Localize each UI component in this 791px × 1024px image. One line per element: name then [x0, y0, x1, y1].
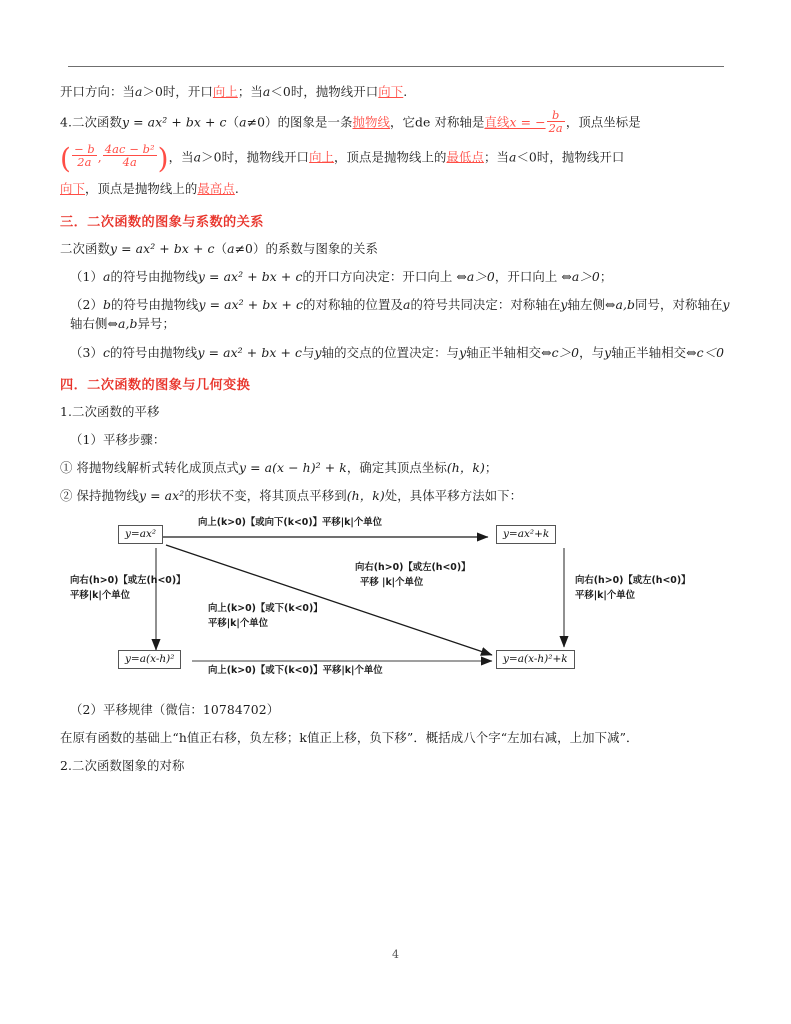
- diagram-box-bottom-right: y=a(x-h)²+k: [496, 650, 575, 670]
- vertex-c2: ＜0时，抛物线开口: [516, 149, 625, 165]
- coef-intro-neq: ≠0）: [234, 240, 266, 256]
- heading-section-4: 四．二次函数的图象与几何变换: [60, 377, 251, 393]
- coef-b-t2: 的对称轴的位置及: [303, 297, 403, 313]
- vertex-x-denominator: 2a: [72, 155, 97, 168]
- open-direction-var-a1: a: [134, 84, 143, 99]
- coef-b-ab2: a,b: [117, 316, 138, 332]
- diagram-label-bottom: 向上(k>0)【或下(k<0)】平移|k|个单位: [208, 664, 383, 676]
- header-rule: [68, 66, 724, 67]
- paragraph-vertex: [60, 141, 732, 175]
- coef-a-t2: 的开口方向决定：开口向上 ⇔: [302, 268, 467, 284]
- item4-equation: y = ax² + bx + c: [122, 114, 227, 130]
- vertex-paren-open: (: [60, 141, 71, 175]
- coef-a-t3: ，开口向上 ⇔: [494, 268, 572, 284]
- diagram-label-left-line2: 平移|k|个单位: [70, 589, 130, 601]
- vertex-t2: ，顶点是抛物线上的: [334, 149, 447, 165]
- vertex-t1: ，当: [168, 149, 194, 165]
- step2-t1: 保持抛物线: [76, 488, 139, 504]
- link-up-2: 向上: [309, 149, 335, 165]
- link-line: 直线: [484, 114, 510, 130]
- vertex-x-numerator: − b: [73, 142, 95, 157]
- coef-b-line2-t2: 轴右侧⇔: [70, 316, 118, 332]
- coef-c-t3: 轴的交点的位置决定：与: [321, 344, 460, 360]
- coef-a-cond1: a＞0: [466, 268, 495, 284]
- link-lowest-point: 最低点: [446, 149, 484, 165]
- paragraph-coef-a: [60, 267, 732, 286]
- paragraph-coef-intro: [60, 239, 732, 258]
- diagram-label-diagonal-line2: 平移 |k|个单位: [360, 576, 424, 588]
- open-direction-var-a2: a: [262, 84, 271, 99]
- vertex-y-denominator: 4a: [103, 155, 157, 168]
- axis-fraction: [547, 109, 565, 135]
- vertex-cont-t2: .: [234, 181, 239, 197]
- coef-intro-t1: 二次函数: [60, 240, 110, 256]
- vertex-fraction-x: [72, 143, 97, 169]
- coef-b-t1: 的符号由抛物线: [111, 297, 199, 313]
- coef-b-line2-t3: 异号；: [137, 316, 176, 332]
- vertex-c1: ＞0时，抛物线开口: [201, 149, 310, 165]
- step2-vertex-hk: (h，k): [346, 488, 385, 504]
- coef-intro-equation: y = ax² + bx + c: [109, 240, 215, 256]
- paragraph-step-2: [60, 486, 732, 505]
- coef-a-t4: ；: [599, 268, 613, 284]
- coef-a-equation: y = ax² + bx + c: [197, 268, 303, 284]
- coef-b-t4: 轴左侧⇔: [567, 297, 616, 313]
- step1-t3: ；: [484, 460, 498, 476]
- vertex-t3: ；当: [483, 149, 509, 165]
- coef-b-y2: y: [722, 297, 730, 313]
- coef-c-y2: y: [459, 344, 467, 360]
- link-highest-point: 最高点: [197, 181, 235, 197]
- item4-t4: ，顶点坐标是: [565, 114, 641, 130]
- coef-b-ab1: a,b: [615, 297, 636, 313]
- coef-b-var: b: [102, 297, 112, 313]
- vertex-paren-close: ): [157, 141, 169, 175]
- step2-t2: 的形状不变，将其顶点平移到: [184, 488, 347, 504]
- paragraph-vertex-cont: [60, 179, 732, 198]
- coef-c-number: （3）: [70, 344, 103, 360]
- item4-t3: ，它de 对称轴是: [390, 114, 485, 130]
- coef-c-var: c: [102, 344, 111, 360]
- item4-number: 4.: [60, 114, 73, 130]
- vertex-cont-t1: ，顶点是抛物线上的: [84, 181, 198, 197]
- coef-c-t5: ，与: [579, 344, 605, 360]
- diagram-label-right-line1: 向右(h>0)【或左(h<0)】: [575, 574, 691, 586]
- step1-equation: y = a(x − h)² + k: [238, 460, 347, 476]
- coef-intro-var-a: a: [227, 240, 235, 256]
- link-down-2: 向下: [60, 181, 85, 197]
- translation-flow-diagram: [60, 515, 732, 690]
- coef-b-y1: y: [560, 297, 568, 313]
- coef-c-y3: y: [604, 344, 612, 360]
- page-number: 4: [392, 948, 399, 961]
- diagram-box-bottom-left: y=a(x-h)²: [118, 650, 181, 670]
- coef-c-cond2: c＜0: [696, 344, 725, 360]
- item4-var-a: a: [239, 114, 247, 130]
- step1-marker: ①: [60, 460, 73, 476]
- open-direction-mid: ；当: [237, 84, 263, 99]
- coef-c-cond1: c＞0: [551, 344, 580, 360]
- diagram-box-top-right: y=ax²+k: [496, 525, 556, 545]
- step2-marker: ②: [60, 488, 73, 504]
- coef-c-t6: 轴: [611, 344, 624, 360]
- paragraph-translate-steps: （1）平移步骤：: [70, 432, 166, 447]
- coef-a-number: （1）: [70, 268, 103, 284]
- axis-fraction-denominator: 2a: [548, 120, 563, 135]
- coef-c-line2-t1: 正半轴相交⇔: [623, 344, 697, 360]
- item4-t1: 二次函数: [72, 114, 122, 130]
- heading-section-3: 三．二次函数的图象与系数的关系: [60, 214, 264, 230]
- link-up-1: 向上: [212, 84, 238, 99]
- open-direction-end: .: [403, 84, 408, 99]
- paragraph-rule-body: 在原有函数的基础上“h值正右移，负左移；k值正上移，负下移”．概括成八个字“左加右减，上加下减”．: [60, 729, 639, 745]
- document-content: [60, 82, 732, 779]
- coef-c-equation: y = ax² + bx + c: [197, 344, 303, 360]
- item4-x-equals: x = −: [509, 114, 546, 130]
- item4-t2: 的图象是一条: [277, 114, 353, 130]
- link-down-1: 向下: [378, 84, 404, 99]
- coef-b-var-a: a: [402, 297, 411, 313]
- paragraph-translate-title: 1.二次函数的平移: [60, 403, 160, 419]
- coef-b-line2-t1: 同号，对称轴在: [635, 297, 723, 313]
- step1-t2: ，确定其顶点坐标: [346, 460, 447, 476]
- coef-c-y1: y: [314, 344, 322, 360]
- diagram-box-top-left: y=ax²: [118, 525, 163, 545]
- paragraph-rule-title: （2）平移规律（微信：10784702）: [70, 701, 280, 717]
- link-parabola: 抛物线: [352, 114, 390, 130]
- step1-vertex-hk: (h，k): [446, 460, 485, 476]
- coef-a-var: a: [102, 268, 111, 284]
- coef-b-equation: y = ax² + bx + c: [198, 297, 304, 313]
- vertex-fraction-y: [103, 143, 157, 169]
- coef-b-number: （2）: [70, 297, 103, 313]
- vertex-var-a2: a: [508, 149, 517, 165]
- diagram-label-right-line2: 平移|k|个单位: [575, 589, 635, 601]
- step2-equation: y = ax²: [139, 488, 185, 504]
- coef-c-t2: 与: [302, 344, 315, 360]
- open-direction-cond1: ＞0时，开口: [142, 84, 213, 99]
- vertex-var-a1: a: [193, 149, 202, 165]
- diagram-label-middle-line1: 向上(k>0)【或下(k<0)】: [208, 602, 323, 614]
- axis-fraction-numerator: b: [552, 107, 560, 122]
- step2-t3: 处，具体平移方法如下：: [384, 488, 523, 504]
- coef-a-cond2: a＞0: [571, 268, 600, 284]
- vertex-y-numerator: 4ac − b²: [104, 142, 155, 157]
- paragraph-item-4: [60, 107, 732, 136]
- coef-c-t1: 的符号由抛物线: [110, 344, 198, 360]
- diagram-label-left-line1: 向右(h>0)【或左(h<0)】: [70, 574, 186, 586]
- paragraph-coef-b: [60, 295, 732, 333]
- item4-neq: ≠0）: [246, 114, 278, 130]
- diagram-label-middle-line2: 平移|k|个单位: [208, 617, 268, 629]
- coef-intro-cond: （: [214, 240, 228, 256]
- coef-c-t4: 轴正半轴相交⇔: [466, 344, 552, 360]
- open-direction-lead: 开口方向：当: [60, 84, 135, 99]
- coef-intro-t2: 的系数与图象的关系: [265, 240, 378, 256]
- diagram-label-top: 向上(k>0)【或向下(k<0)】平移|k|个单位: [198, 516, 382, 528]
- paragraph-step-1: [60, 458, 732, 477]
- paragraph-open-direction: [60, 82, 732, 101]
- open-direction-cond2: ＜0时，抛物线开口: [270, 84, 379, 99]
- vertex-comma: ,: [97, 149, 102, 165]
- diagram-label-diagonal-line1: 向右(h>0)【或左(h<0)】: [355, 561, 471, 573]
- coef-a-t1: 的符号由抛物线: [110, 268, 198, 284]
- paragraph-coef-c: [60, 343, 732, 362]
- item4-cond-open: （: [226, 114, 240, 130]
- paragraph-symmetry-title: 2.二次函数图象的对称: [60, 758, 185, 774]
- coef-b-t3: 的符号共同决定：对称轴在: [410, 297, 561, 313]
- step1-t1: 将抛物线解析式转化成顶点式: [76, 460, 239, 476]
